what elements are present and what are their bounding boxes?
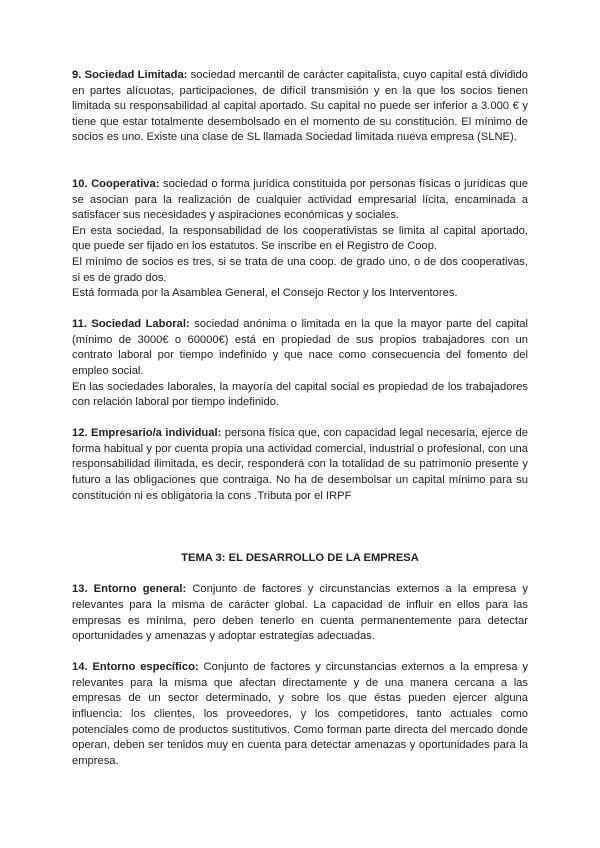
section-entorno-especifico — [72, 660, 528, 769]
section-entorno-general — [72, 582, 528, 644]
spacer — [72, 302, 528, 318]
paragraph: Está formada por la Asamblea General, el Consejo Rector y los Interventores. — [72, 287, 458, 300]
spacer — [72, 504, 528, 551]
paragraph — [72, 317, 528, 379]
paragraph — [72, 177, 528, 224]
section-cooperativa — [72, 177, 528, 302]
document-page — [72, 68, 528, 769]
chapter-title: TEMA 3: EL DESARROLLO DE LA EMPRESA — [181, 552, 419, 565]
section-sociedad-limitada — [72, 68, 528, 146]
definition-text: sociedad mercantil de carácter capitalista, cuyo capital está dividido en partes alícuotas, participaciones, de difícil transmisión y en la que los socios tienen limitada su responsabilidad al capital aportado. Su capital no puede ser inferior a 3.000 € y tiene que estar totalmente desembolsado en el momento de su constitución. El mínimo de socios es uno. Existe una clase de SL llamada Sociedad limitada nueva empresa (SLNE). — [72, 69, 528, 144]
definition-text: sociedad o forma jurídica constituida por personas físicas o jurídicas que se asocian para la realización de cualquier actividad empresarial lícita, encaminada a satisfacer sus necesidades y aspiraciones económicas y sociales. — [72, 177, 528, 222]
paragraph — [72, 68, 528, 146]
paragraph: En las sociedades laborales, la mayoría del capital social es propiedad de los trabajadores con relación laboral por tiempo indefinido. — [72, 380, 528, 409]
definition-text: Conjunto de factores y circunstancias externos a la empresa y relevantes para la misma de carácter global. La capacidad de influir en ellos para las empresas es mínima, pero deben tenerlo en cuenta permanentemente para detectar oportunidades y amenazas y adoptar estrategias adecuadas. — [72, 583, 528, 643]
definition-text: Conjunto de factores y circunstancias externos a la empresa y relevantes para la misma que afectan directamente y de una manera cercana a las empresas de un sector determinado, y sobre los que éstas pueden ejercer alguna influencia: los clientes, los proveedores, y los competidores, tanto actuales como potenciales como de productos sustitutivos. Como forman parte directa del mercado donde operan, deben ser tenidos muy en cuenta para detectar amenazas y oportunidades para la empresa. — [72, 661, 528, 767]
paragraph — [72, 582, 528, 644]
term-heading: 13. Entorno general: — [72, 583, 187, 596]
term-heading: 10. Cooperativa: — [72, 177, 160, 190]
paragraph — [72, 660, 528, 769]
definition-text: sociedad anónima o limitada en la que la mayor parte del capital (mínimo de 3000€ o 60000€) está en propiedad de sus propios trabajadores con un contrato laboral por tiempo indefinido y que nace como consecuencia del fomento del empleo social. — [72, 318, 528, 377]
term-heading: 14. Entorno específico: — [72, 661, 199, 674]
spacer — [72, 146, 528, 177]
spacer — [72, 411, 528, 427]
paragraph: En esta sociedad, la responsabilidad de los cooperativistas se limita al capital aportado, que puede ser fijado en los estatutos. Se inscribe en el Registro de Coop. — [72, 224, 528, 253]
paragraph — [72, 426, 528, 504]
term-heading: 9. Sociedad Limitada: — [72, 69, 188, 81]
section-sociedad-laboral — [72, 317, 528, 411]
definition-text: persona física que, con capacidad legal necesaria, ejerce de forma habitual y por cuenta propia una actividad comercial, industrial o profesional, con una responsabilidad ilimitada, es decir, responderá con la totalidad de su patrimonio presente y futuro a las obligaciones que contraiga. No ha de desembolsar un capital mínimo para su constitución ni es obligatoria la cons .Tributa por el IRPF — [72, 427, 528, 502]
section-empresario-individual — [72, 426, 528, 504]
term-heading: 11. Sociedad Laboral: — [72, 318, 190, 331]
paragraph: El mínimo de socios es tres, si se trata de una coop. de grado uno, o de dos cooperativas, si es de grado dos. — [72, 255, 528, 284]
spacer — [72, 645, 528, 661]
term-heading: 12. Empresario/a individual: — [72, 427, 222, 440]
